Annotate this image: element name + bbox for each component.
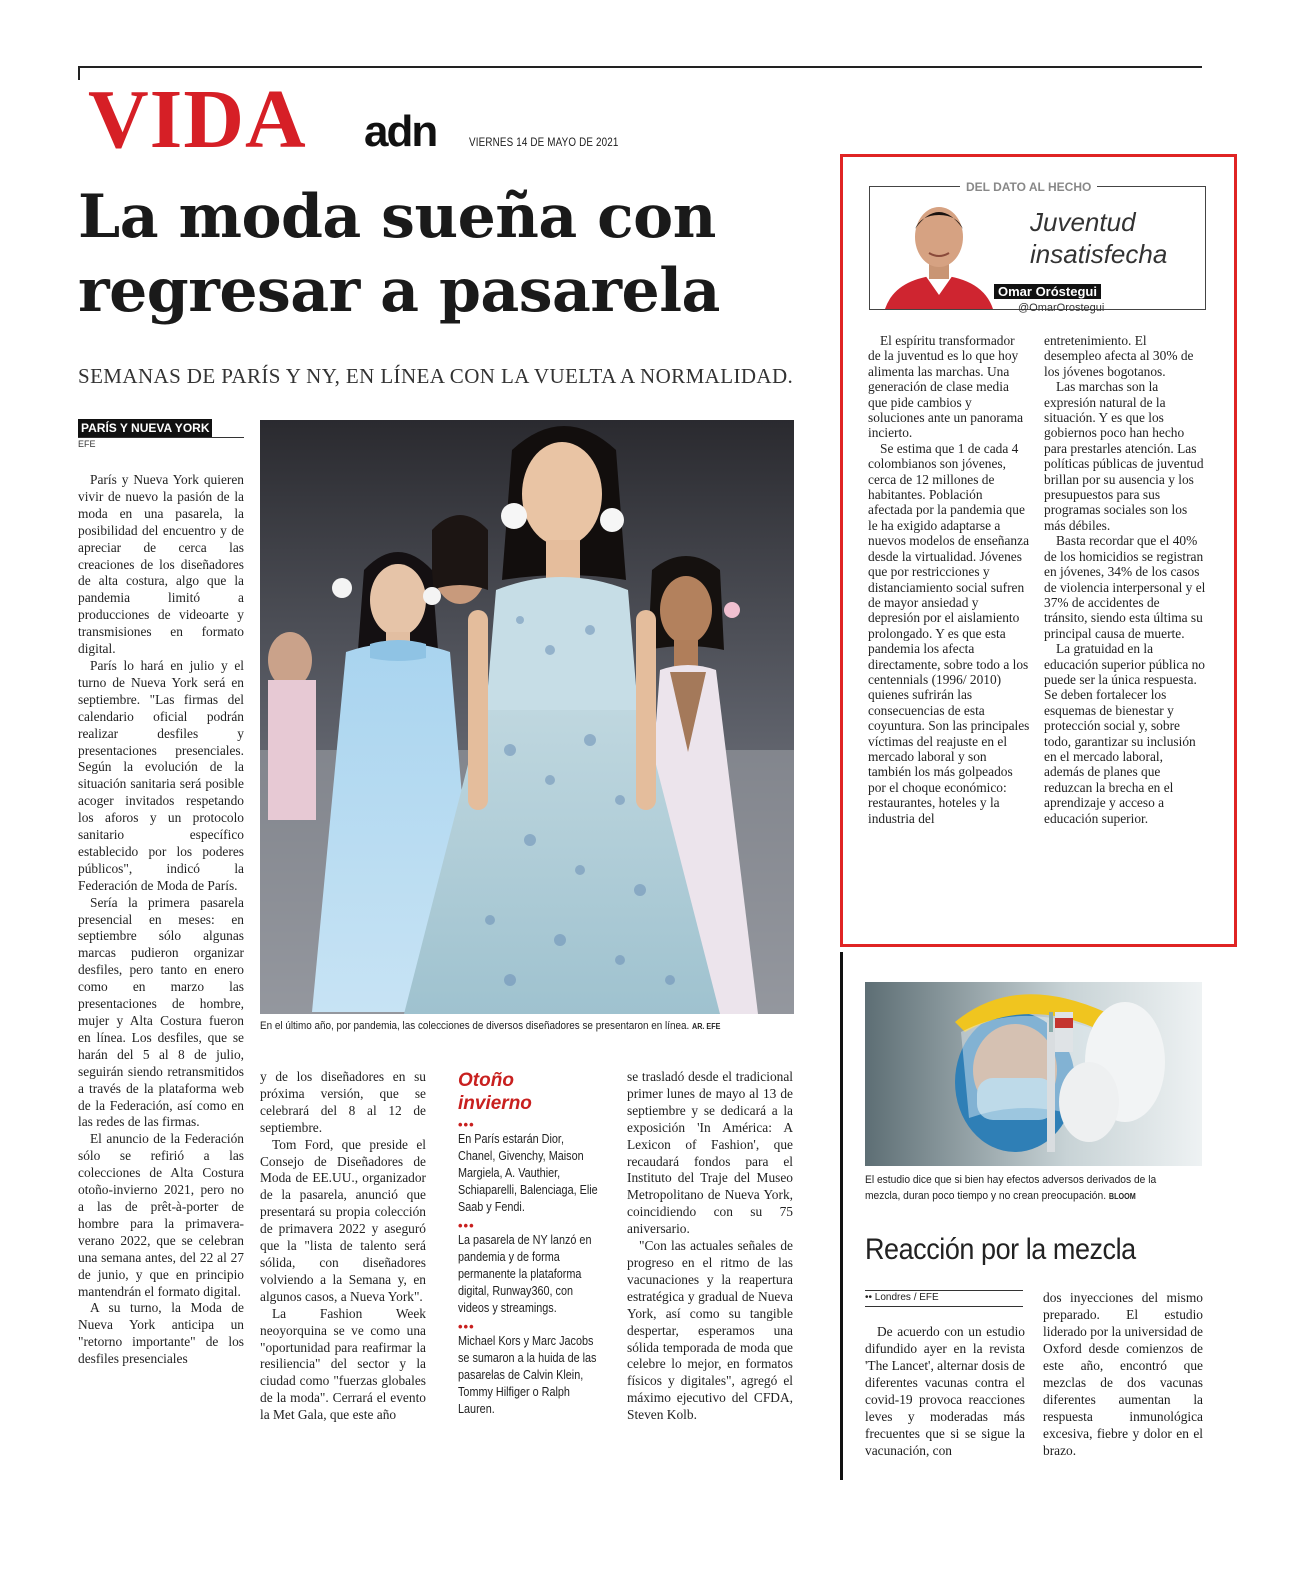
paragraph: A su turno, la Moda de Nueva York anticipa un "retorno importante" de los desfiles presenciales [78,1300,244,1367]
article-agency: EFE [78,439,96,449]
photo-caption [260,1020,741,1032]
vaccine-photo [865,982,1202,1166]
paragraph: Tom Ford, que preside el Consejo de Diseñadores de Moda de EE.UU., organizador de la pasarela, anunció que presentará su propia colección de primavera 2022 y aseguró que la "lista de talento será sólida, con diseñadores volviendo a la Semana y, en algunos casos, a Nueva York". [260,1136,426,1304]
main-article-column-4 [627,1069,793,1424]
sidebar-title-line-2: invierno [458,1093,532,1114]
bullet-dots-icon: ••• [458,1319,475,1334]
paragraph: París y Nueva York quieren vivir de nuevo la pasión de la moda en una pasarela, la posibilidad del encuentro y de apreciar de cerca las creaciones de los diseñadores de alta costura, algo que la pandemia limitó a producciones de videoarte y transmisiones en formato digital. [78,472,244,657]
main-headline: La moda sueña con regresar a pasarela [78,182,720,326]
paragraph: Las marchas son la expresión natural de la situación. Y es que los gobiernos poco han hecho para prestarles atención. Las políticas públicas de juventud brillan por su ausencia y los presupuestos para sus programas sociales son los más débiles. [1044,379,1204,533]
paragraph: entretenimiento. El desempleo afecta al 30% de los jóvenes bogotanos. [1044,333,1194,379]
opinion-title [1030,206,1200,270]
paragraph: El espíritu transformador de la juventud es lo que hoy alimenta las marchas. Una generación de clase media que pide cambios y soluciones ante un panorama incierto. [868,333,1024,441]
bullet-dots-icon: ••• [458,1218,475,1233]
bullet-dots-icon: •• [865,1292,875,1303]
photo-credit: BLOOM [1108,1192,1136,1201]
opinion-title-line-1: Juventud [1030,207,1136,237]
dateline-rule-top [865,1290,1023,1291]
paragraph: París lo hará en julio y el turno de Nueva York será en septiembre. "Las firmas del calendario oficial podrán realizar desfiles y presentaciones presenciales. Según la evolución de la situación sanitaria será posible acoger invitados respetando los aforos y un protocolo sanitario específico establecido por los poderes públicos", indicó la Federación de Moda de París. [78,657,244,893]
paragraph: Se estima que 1 de cada 4 colombianos son jóvenes, cerca de 12 millones de habitantes. Población afectada por la pandemia que le ha exigido adaptarse a nuevos modelos de enseñanza desde la virtualidad. Jóvenes que por restricciones y distanciamiento social sufren de mayor ansiedad y depresión por el aislamiento prolongado. Y es que esta pandemia los afecta directamente, sobre todo a los centennials (1996/ 2010) quienes sufrirán las consecuencias de esta coyuntura. Son las principales víctimas del reajuste en el mercado laboral y son también los más golpeados por el choque económico: restaurantes, hoteles y la industria del [868,440,1030,826]
vaccine-photo-caption [865,1172,1189,1205]
paragraph: Sería la primera pasarela presencial en meses: en septiembre sólo algunas marcas pudieron organizar desfiles, pero tanto en enero como en marzo las presentaciones de hombre, mujer y Alta Costura fueron en línea. Los desfiles, que se harán del 5 al 8 de julio, seguirán siendo retransmitidos a través de la plataforma web de la Federación, así como en las redes de las firmas. [78,894,244,1130]
sidebar-item: En París estarán Dior, Chanel, Givenchy, Maison Margiela, A. Vauthier, Schiaparelli, Balenciaga, Elie Saab y Fendi. [458,1132,598,1214]
main-subhead: SEMANAS DE PARÍS Y NY, EN LÍNEA CON LA VUELTA A NORMALIDAD. [78,364,794,388]
paragraph: La Fashion Week neoyorquina se ve como una "oportunidad para reafirmar la resiliencia" del sector y la ciudad como "fuerzas globales de la moda". Cerrará el evento la Met Gala, que este año [260,1305,426,1423]
top-rule-tick [78,66,80,80]
opinion-label: DEL DATO AL HECHO [960,180,1097,194]
issue-date: VIERNES 14 DE MAYO DE 2021 [469,135,619,149]
sidebar-item: Michael Kors y Marc Jacobs se sumaron a la huida de las pasarelas de Calvin Klein, Tommy Hilfiger o Ralph Lauren. [458,1334,597,1416]
paragraph: Basta recordar que el 40% de los homicidios se registran en jóvenes, 34% de los casos de violencia interpersonal y el 37% de accidentes de tránsito, siendo esta última su principal causa de muerte. [1044,533,1206,641]
opinion-column-1 [868,333,1030,826]
sidebar-box [458,1069,598,1418]
paragraph: De acuerdo con un estudio difundido ayer en la revista 'The Lancet', alternar dosis de diferentes vacunas contra el covid-19 provoca reacciones leves y moderadas más frecuentes que si se sigue la vacunación, con [865,1324,1025,1458]
paragraph: "Con las actuales señales de progreso en el ritmo de las vacunaciones y la reapertura estratégica y gradual de Nueva York, así como su tangible despertar, esperamos una sólida temporada de moda que celebre lo mejor, en formatos físicos y digitales", agregó el máximo ejecutivo del CFDA, Steven Kolb. [627,1238,793,1423]
main-article-column-1 [78,472,244,1368]
second-headline: Reacción por la mezcla [865,1233,1136,1266]
second-article-column-2: dos inyecciones del mismo preparado. El estudio liderado por la universidad de Oxford desde comienzos de este año, encontró que mezclas de dos vacunas diferentes aumentan la respuesta inmunológica excesiva, fiebre y dolor en el brazo. [1043,1290,1203,1458]
top-rule [78,66,1202,68]
paragraph: El anuncio de la Federación sólo se refirió a las colecciones de Alta Costura otoño-invierno 2021, pero no a las de prêt-à-porter de hombre para la primavera-verano 2022, que se celebran una semana antes, del 22 al 27 de junio, y que en principio mantendrán el formato digital. [78,1131,244,1299]
kicker-rule [78,437,244,438]
dateline-text: Londres / EFE [874,1292,939,1303]
second-article-column-1 [865,1323,1025,1459]
article-kicker: PARÍS Y NUEVA YORK [78,419,212,437]
paragraph: y de los diseñadores en su próxima versión, que se celebrará del 8 al 12 de septiembre. [260,1069,426,1135]
author-name: Omar Oróstegui [994,284,1101,299]
runway-photo [260,420,794,1014]
paragraph: se trasladó desde el tradicional primer lunes de mayo al 13 de septiembre y se dedicará a la exposición 'In América: A Lexicon of Fashion', que recaudará fondos para el Instituto del Traje del Museo Metropolitano de Nueva York, coincidiendo con su 75 aniversario. [627,1069,793,1237]
opinion-column-2 [1044,333,1206,826]
bullet-dots-icon: ••• [458,1117,475,1132]
caption-text: El estudio dice que si bien hay efectos adversos derivados de la mezcla, duran poco tiempo y no crean preocupación. [865,1174,1157,1202]
opinion-title-line-2: insatisfecha [1030,239,1168,269]
paragraph: La gratuidad en la educación superior pública no puede ser la única respuesta. Se deben fortalecer los esquemas de bienestar y protección social y, sobre todo, garantizar su inclusión en el mercado laboral, además de planes que reduzcan la brecha en el aprendizaje y acceso a educación superior. [1044,641,1206,826]
photo-credit: AR. EFE [692,1022,721,1031]
brand-logo: adn [364,107,437,156]
main-article-column-2 [260,1069,426,1424]
section-title: VIDA [88,73,307,166]
column-divider [840,952,843,1480]
sidebar-title-line-1: Otoño [458,1070,514,1091]
second-dateline [865,1292,939,1303]
author-portrait [885,195,993,309]
dateline-rule-bottom [865,1306,1023,1307]
sidebar-item: La pasarela de NY lanzó en pandemia y de forma permanente la plataforma digital, Runway360, con videos y streamings. [458,1233,592,1315]
author-handle: @OmarOrostegui [1018,302,1105,314]
caption-text: En el último año, por pandemia, las colecciones de diversos diseñadores se presentaron en línea. [260,1020,690,1032]
